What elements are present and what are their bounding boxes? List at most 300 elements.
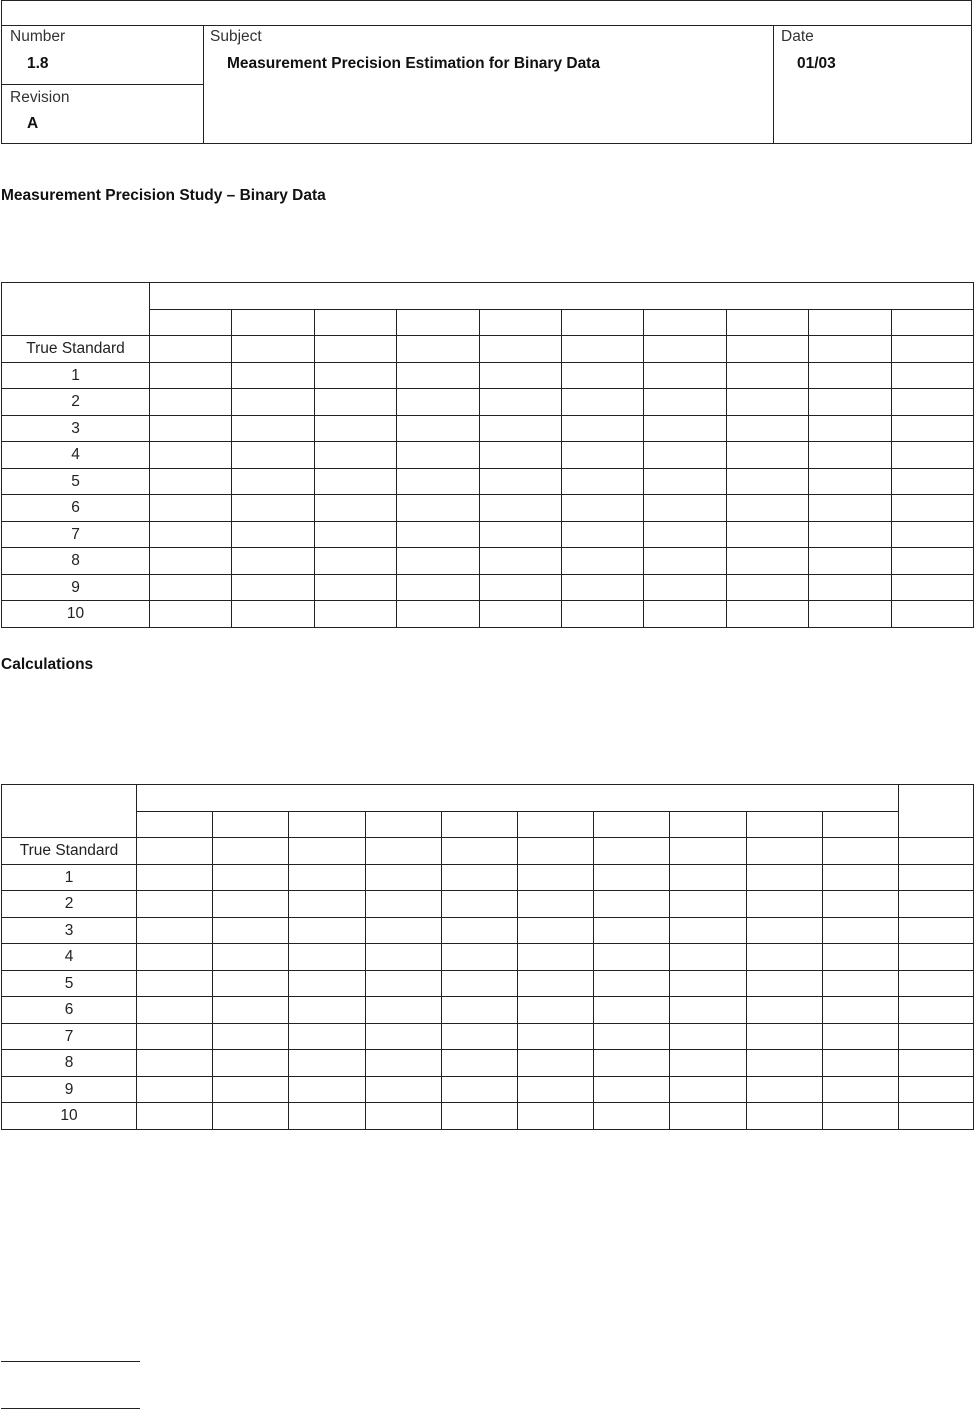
table-cell	[314, 495, 396, 522]
table-cell	[365, 1103, 441, 1130]
table-cell	[479, 601, 561, 628]
table-cell	[289, 944, 365, 971]
table-cell	[809, 495, 891, 522]
table-cell	[594, 970, 670, 997]
table-row	[2, 1023, 974, 1050]
table-cell	[644, 521, 726, 548]
table-cell	[397, 574, 479, 601]
row-label: True Standard	[2, 336, 150, 363]
table-cell	[561, 415, 643, 442]
table-cell	[809, 362, 891, 389]
table-cell	[517, 891, 593, 918]
table-cell	[441, 997, 517, 1024]
table-cell	[137, 997, 213, 1024]
table-cell	[726, 574, 808, 601]
table-cell	[213, 1076, 289, 1103]
row-label: 3	[2, 917, 137, 944]
header-cell	[289, 811, 365, 838]
table-cell	[809, 548, 891, 575]
table-row	[2, 1076, 974, 1103]
table-cell	[289, 838, 365, 865]
table-cell	[822, 1103, 898, 1130]
table-cell	[232, 336, 314, 363]
table-cell	[670, 864, 746, 891]
header-extra-cell	[898, 785, 973, 838]
header-corner-cell	[2, 785, 137, 838]
table-cell	[479, 362, 561, 389]
table-cell	[479, 548, 561, 575]
table-cell	[561, 548, 643, 575]
table-row	[2, 389, 974, 416]
table-row	[2, 442, 974, 469]
table-cell	[137, 1023, 213, 1050]
table-cell	[746, 864, 822, 891]
subject-value: Measurement Precision Estimation for Binary Data	[227, 55, 600, 72]
row-label: 6	[2, 997, 137, 1024]
table-row	[2, 601, 974, 628]
table-cell	[891, 548, 973, 575]
table-cell	[898, 917, 973, 944]
table-cell	[670, 891, 746, 918]
table-cell	[891, 468, 973, 495]
row-label: 4	[2, 442, 150, 469]
table-cell	[898, 891, 973, 918]
number-value: 1.8	[27, 55, 49, 72]
table-cell	[397, 362, 479, 389]
table-cell	[822, 1076, 898, 1103]
table-cell	[898, 1103, 973, 1130]
table-cell	[746, 917, 822, 944]
table-cell	[594, 891, 670, 918]
table-cell	[670, 944, 746, 971]
table-cell	[898, 1076, 973, 1103]
table-cell	[232, 468, 314, 495]
table-cell	[726, 601, 808, 628]
table-cell	[232, 601, 314, 628]
header-cell	[479, 309, 561, 336]
table-row	[2, 495, 974, 522]
table-cell	[561, 495, 643, 522]
table-cell	[561, 362, 643, 389]
table-cell	[561, 468, 643, 495]
table-cell	[809, 389, 891, 416]
table-cell	[746, 944, 822, 971]
table-cell	[891, 495, 973, 522]
table-row	[2, 1050, 974, 1077]
table-cell	[822, 970, 898, 997]
table-cell	[289, 864, 365, 891]
table-cell	[517, 1103, 593, 1130]
table-cell	[746, 1103, 822, 1130]
table-cell	[397, 389, 479, 416]
table-cell	[213, 970, 289, 997]
header-cell	[644, 309, 726, 336]
table-cell	[594, 1023, 670, 1050]
table-cell	[644, 495, 726, 522]
table-cell	[314, 415, 396, 442]
table-cell	[822, 944, 898, 971]
table-cell	[213, 891, 289, 918]
table-row	[2, 336, 974, 363]
table-row	[2, 891, 974, 918]
table-cell	[365, 838, 441, 865]
table-cell	[561, 389, 643, 416]
row-label: 10	[2, 1103, 137, 1130]
table-cell	[561, 601, 643, 628]
table-cell	[137, 1050, 213, 1077]
header-corner-cell	[2, 283, 150, 336]
table-cell	[644, 468, 726, 495]
table-cell	[726, 362, 808, 389]
header-cell	[726, 309, 808, 336]
calculations-table	[1, 784, 974, 1130]
table-cell	[809, 601, 891, 628]
table-row	[2, 521, 974, 548]
table-cell	[150, 601, 232, 628]
table-cell	[150, 468, 232, 495]
table-cell	[891, 601, 973, 628]
table-cell	[232, 495, 314, 522]
table-row	[2, 944, 974, 971]
revision-value: A	[27, 115, 39, 132]
table-cell	[561, 521, 643, 548]
table-cell	[594, 1076, 670, 1103]
table-cell	[397, 415, 479, 442]
table-cell	[441, 1076, 517, 1103]
table-cell	[479, 336, 561, 363]
subject-label: Subject	[210, 28, 262, 45]
table-cell	[746, 891, 822, 918]
header-cell	[397, 309, 479, 336]
table-header-row	[2, 811, 974, 838]
table-cell	[891, 389, 973, 416]
table-cell	[397, 548, 479, 575]
table-cell	[898, 997, 973, 1024]
table-cell	[726, 548, 808, 575]
table-cell	[746, 970, 822, 997]
table-cell	[232, 442, 314, 469]
table-cell	[213, 944, 289, 971]
table-cell	[670, 997, 746, 1024]
table-cell	[441, 864, 517, 891]
table-cell	[314, 601, 396, 628]
table-cell	[289, 1050, 365, 1077]
table-cell	[561, 336, 643, 363]
header-cell	[150, 309, 232, 336]
table-cell	[479, 389, 561, 416]
table-cell	[517, 944, 593, 971]
table-cell	[898, 1023, 973, 1050]
table-cell	[898, 838, 973, 865]
table-cell	[670, 970, 746, 997]
table-cell	[644, 548, 726, 575]
table-cell	[891, 442, 973, 469]
row-label: 2	[2, 891, 137, 918]
table-cell	[517, 838, 593, 865]
table-cell	[150, 415, 232, 442]
table-cell	[822, 864, 898, 891]
table-cell	[670, 838, 746, 865]
table-cell	[898, 1050, 973, 1077]
row-label: 9	[2, 1076, 137, 1103]
table-cell	[644, 601, 726, 628]
table-cell	[517, 970, 593, 997]
row-label: True Standard	[2, 838, 137, 865]
table-cell	[891, 574, 973, 601]
table-cell	[898, 864, 973, 891]
row-label: 1	[2, 362, 150, 389]
table-cell	[594, 944, 670, 971]
table-cell	[232, 415, 314, 442]
table-cell	[365, 864, 441, 891]
table-cell	[289, 1103, 365, 1130]
header-cell	[670, 811, 746, 838]
row-label: 4	[2, 944, 137, 971]
number-label: Number	[10, 28, 66, 45]
table-cell	[397, 336, 479, 363]
table-row	[2, 362, 974, 389]
header-divider	[2, 84, 203, 85]
table-cell	[644, 362, 726, 389]
table-cell	[517, 917, 593, 944]
table-cell	[594, 997, 670, 1024]
table-cell	[809, 442, 891, 469]
table-cell	[289, 917, 365, 944]
table-cell	[726, 521, 808, 548]
table-cell	[365, 1023, 441, 1050]
header-cell	[137, 811, 213, 838]
header-span-cell	[137, 785, 899, 812]
table-cell	[365, 1050, 441, 1077]
table-cell	[517, 1076, 593, 1103]
table-cell	[213, 864, 289, 891]
table-cell	[150, 521, 232, 548]
row-label: 1	[2, 864, 137, 891]
table-cell	[232, 548, 314, 575]
table-cell	[314, 548, 396, 575]
table-cell	[289, 970, 365, 997]
row-label: 8	[2, 548, 150, 575]
header-cell	[365, 811, 441, 838]
table-cell	[726, 495, 808, 522]
header-cell	[809, 309, 891, 336]
table-cell	[365, 1076, 441, 1103]
table-cell	[150, 442, 232, 469]
table-cell	[822, 1050, 898, 1077]
table-cell	[670, 917, 746, 944]
table-header-row	[2, 785, 974, 812]
header-cell	[561, 309, 643, 336]
table-cell	[746, 838, 822, 865]
table-cell	[213, 997, 289, 1024]
table-row	[2, 997, 974, 1024]
row-label: 2	[2, 389, 150, 416]
row-label: 3	[2, 415, 150, 442]
table-cell	[137, 1103, 213, 1130]
table-cell	[150, 495, 232, 522]
study-table	[1, 282, 974, 628]
table-cell	[441, 891, 517, 918]
table-cell	[670, 1023, 746, 1050]
table-cell	[213, 1023, 289, 1050]
table-cell	[809, 574, 891, 601]
row-label: 5	[2, 468, 150, 495]
table-cell	[479, 442, 561, 469]
table-cell	[314, 389, 396, 416]
table-cell	[137, 944, 213, 971]
table-cell	[365, 917, 441, 944]
table-cell	[137, 1076, 213, 1103]
table-cell	[891, 362, 973, 389]
table-row	[2, 574, 974, 601]
table-cell	[479, 495, 561, 522]
date-label: Date	[781, 28, 814, 45]
table-cell	[809, 521, 891, 548]
table-cell	[670, 1103, 746, 1130]
table-cell	[517, 997, 593, 1024]
table-cell	[314, 336, 396, 363]
table-cell	[232, 574, 314, 601]
table-row	[2, 970, 974, 997]
table-cell	[644, 442, 726, 469]
table-cell	[644, 574, 726, 601]
row-label: 6	[2, 495, 150, 522]
table-cell	[891, 336, 973, 363]
table-row	[2, 917, 974, 944]
table-cell	[594, 838, 670, 865]
table-cell	[397, 521, 479, 548]
table-cell	[517, 864, 593, 891]
table-cell	[289, 891, 365, 918]
table-cell	[441, 944, 517, 971]
table-cell	[479, 521, 561, 548]
table-cell	[289, 1076, 365, 1103]
table-header-row	[2, 283, 974, 310]
table-cell	[213, 917, 289, 944]
table-row	[2, 548, 974, 575]
table-cell	[232, 521, 314, 548]
table-cell	[822, 1023, 898, 1050]
row-label: 7	[2, 521, 150, 548]
table-cell	[644, 336, 726, 363]
document-header	[1, 0, 972, 144]
header-span-cell	[150, 283, 974, 310]
table-cell	[891, 415, 973, 442]
table-cell	[314, 442, 396, 469]
table-cell	[517, 1050, 593, 1077]
header-cell	[441, 811, 517, 838]
table-cell	[594, 864, 670, 891]
table-row	[2, 864, 974, 891]
table-cell	[150, 574, 232, 601]
table-cell	[726, 415, 808, 442]
table-cell	[644, 415, 726, 442]
row-label: 10	[2, 601, 150, 628]
header-cell	[232, 309, 314, 336]
table-cell	[314, 521, 396, 548]
table-cell	[213, 1103, 289, 1130]
table-cell	[365, 944, 441, 971]
row-label: 7	[2, 1023, 137, 1050]
table-cell	[137, 891, 213, 918]
table-cell	[822, 891, 898, 918]
table-cell	[365, 891, 441, 918]
table-cell	[397, 495, 479, 522]
table-row	[2, 415, 974, 442]
header-top-bar	[2, 1, 971, 26]
table-row	[2, 1103, 974, 1130]
table-cell	[670, 1050, 746, 1077]
header-cell	[314, 309, 396, 336]
header-cell	[891, 309, 973, 336]
row-label: 9	[2, 574, 150, 601]
table-cell	[594, 1050, 670, 1077]
table-cell	[898, 970, 973, 997]
table-cell	[213, 838, 289, 865]
row-label: 5	[2, 970, 137, 997]
table-cell	[561, 442, 643, 469]
table-cell	[670, 1076, 746, 1103]
table-cell	[479, 468, 561, 495]
table-cell	[441, 970, 517, 997]
table-cell	[726, 468, 808, 495]
table-cell	[809, 415, 891, 442]
table-cell	[441, 1023, 517, 1050]
table-row	[2, 468, 974, 495]
table-cell	[397, 468, 479, 495]
table-cell	[517, 1023, 593, 1050]
table-cell	[314, 574, 396, 601]
header-cell	[822, 811, 898, 838]
table-cell	[726, 442, 808, 469]
table-cell	[746, 1050, 822, 1077]
table-cell	[822, 917, 898, 944]
table-cell	[137, 917, 213, 944]
table-cell	[561, 574, 643, 601]
header-cell	[746, 811, 822, 838]
table-cell	[809, 336, 891, 363]
table-row	[2, 838, 974, 865]
table-cell	[289, 1023, 365, 1050]
table-cell	[441, 1103, 517, 1130]
table-cell	[150, 336, 232, 363]
table-cell	[365, 997, 441, 1024]
revision-label: Revision	[10, 89, 70, 106]
table-cell	[232, 389, 314, 416]
table-cell	[441, 838, 517, 865]
table-cell	[891, 521, 973, 548]
table-cell	[746, 1023, 822, 1050]
table-cell	[365, 970, 441, 997]
table-cell	[594, 1103, 670, 1130]
table-cell	[314, 468, 396, 495]
table-cell	[479, 415, 561, 442]
table-cell	[137, 970, 213, 997]
table-cell	[822, 838, 898, 865]
table-cell	[137, 838, 213, 865]
table-cell	[397, 442, 479, 469]
table-cell	[746, 1076, 822, 1103]
study-section-title: Measurement Precision Study – Binary Data	[1, 187, 326, 204]
table-cell	[289, 997, 365, 1024]
header-cell	[517, 811, 593, 838]
table-cell	[150, 362, 232, 389]
table-cell	[314, 362, 396, 389]
table-cell	[150, 548, 232, 575]
signature-line	[1, 1361, 140, 1362]
table-cell	[809, 468, 891, 495]
table-cell	[441, 917, 517, 944]
